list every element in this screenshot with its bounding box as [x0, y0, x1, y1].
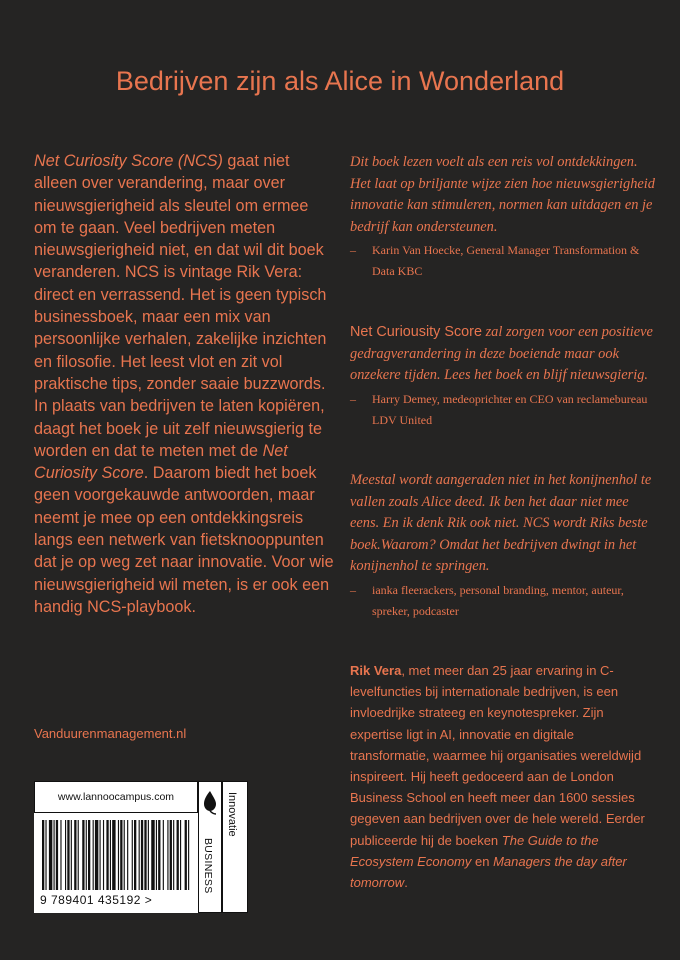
barcode-bar: [163, 820, 164, 890]
barcode-bar: [132, 820, 133, 890]
quote-2-attribution: – Harry Demey, medeoprichter en CEO van reclamebureau LDV United: [350, 391, 648, 427]
quote-2-role: , medeoprichter en CEO van reclamebureau LDV United: [372, 391, 648, 427]
quote-2-lead: Net Curiousity Score: [350, 324, 482, 340]
barcode-bar: [148, 820, 149, 890]
barcode-bar: [45, 820, 46, 890]
barcode-bar: [134, 820, 136, 890]
barcode-bar: [100, 820, 101, 890]
barcode-bar: [93, 820, 94, 890]
barcode-bar: [120, 820, 122, 890]
quote-2-author: Harry Demey: [372, 391, 437, 406]
barcode-bar: [188, 820, 189, 890]
book-description: [34, 150, 334, 618]
bio-book-1: The Guide to the Ecosystem Economy: [350, 832, 599, 869]
barcode-bar: [177, 820, 179, 890]
quote-3-role: , personal branding, mentor, auteur, spreker, podcaster: [372, 582, 624, 618]
barcode-bar: [54, 820, 55, 890]
quote-1-author: Karin Van Hoecke: [372, 243, 461, 257]
barcode-bar: [112, 820, 115, 890]
barcode-bar: [141, 820, 143, 890]
barcode-bar: [49, 820, 52, 890]
quote-3-author: ianka fleerackers: [372, 582, 454, 597]
barcode-bar: [86, 820, 87, 890]
barcode-bar: [95, 820, 98, 890]
author-name: Rik Vera: [350, 663, 402, 678]
barcode-bar: [118, 820, 119, 890]
barcode-bar: [60, 820, 61, 890]
barcode-bar: [103, 820, 104, 890]
description-part-1: gaat niet alleen over verandering, maar over nieuwsgierigheid als sleutel om ermee om te gaan. Veel bedrijven meten nieuwsgierigheid niet, en dat wil dit boek veranderen. NCS is vintage Rik Vera: direct en verrassend. Het is geen typisch businessboek, maar een mix van persoonlijke verhalen, zakelijke inzichten en filosofie. Het leest vlot en zit vol praktische tips, zonder saaie buzzwords. In plaats van bedrijven te laten kopiëren, daagt het boek je uit zelf nieuwsgierig te worden en dat te meten met de: [34, 152, 327, 460]
barcode-bar: [167, 820, 168, 890]
bio-part-3: .: [404, 875, 408, 891]
barcode-bar: [139, 820, 140, 890]
quote-2-text-block: [350, 322, 660, 387]
quote-1-attribution: – Karin Van Hoecke, General Manager Transformation & Data KBC: [350, 243, 640, 278]
barcode-bar: [67, 820, 69, 890]
category-business: BUSINESS: [202, 838, 214, 894]
barcode-bar: [78, 820, 79, 890]
author-bio: [350, 660, 654, 893]
category-innovatie: Innovatie: [226, 792, 238, 837]
ncs-title-italic-2: Net Curiosity Score: [34, 441, 288, 483]
barcode-bar: [156, 820, 157, 890]
quote-1-text: Dit boek lezen voelt als een reis vol ontdekkingen. Het laat op briljante wijze zien hoe nieuwsgierigheid innovatie kan stimuleren, normen kan uitdagen en je bedrijf kan ondersteunen.: [350, 154, 655, 235]
barcode-bars: [40, 820, 192, 890]
barcode-bar: [127, 820, 128, 890]
description-part-2: . Daarom biedt het boek geen voorgekauwde antwoorden, maar neemt je mee op een ontdekkingsreis langs een netwerk van fietsknooppunten dat je op weg zet naar innovatie. Voor wie nieuwsgierigheid wil meten, is er ook een handig NCS-playbook.: [34, 464, 334, 616]
lannoo-url: www.lannoocampus.com: [34, 781, 198, 813]
barcode-bar: [88, 820, 90, 890]
back-cover-title: Bedrijven zijn als Alice in Wonderland: [115, 66, 565, 96]
barcode-bar: [71, 820, 72, 890]
ncs-title-italic: Net Curiosity Score (NCS): [34, 152, 223, 170]
barcode-bar: [151, 820, 154, 890]
barcode-bar: [185, 820, 187, 890]
quote-1: [350, 152, 660, 282]
barcode-bar: [170, 820, 172, 890]
barcode-bar: [124, 820, 125, 890]
barcode-bar: [144, 820, 146, 890]
barcode-bar: [82, 820, 84, 890]
quote-2: [350, 322, 660, 431]
bio-part-2: en: [471, 853, 494, 869]
barcode-bar: [65, 820, 66, 890]
quote-3-text: Meestal wordt aangeraden niet in het konijnenhol te vallen zoals Alice deed. Ik ben het daar niet mee eens. En ik denk Rik ook niet. NCS wordt Riks beste boek.Waarom? Omdat het bedrijven dwingt in het konijnenhol te springen.: [350, 472, 652, 574]
quote-3-attribution: – ianka fleerackers, personal branding, mentor, auteur, spreker, podcaster: [350, 582, 624, 618]
barcode-bar: [56, 820, 58, 890]
bio-part-1: , met meer dan 25 jaar ervaring in C-levelfuncties bij internationale bedrijven, is een invloedrijke strateeg en keynotespreker. Zijn expertise ligt in AI, innovatie en digitale transformatie, waarmee hij organisaties wereldwijd inspireert. Hij heeft gedoceerd aan de London Business School en heeft meer dan 1600 sessies gegeven aan bedrijven over de hele wereld. Eerder publiceerde hij de boeken: [350, 663, 645, 848]
barcode-bar: [173, 820, 174, 890]
quote-3: [350, 470, 660, 622]
quote-1-role: , General Manager Transformation & Data KBC: [372, 243, 640, 278]
isbn-number: 9 789401 435192 >: [40, 893, 153, 907]
barcode-bar: [42, 820, 44, 890]
barcode-bar: [158, 820, 160, 890]
publisher-website[interactable]: Vanduurenmanagement.nl: [34, 726, 187, 741]
quote-2-text: zal zorgen voor een positieve gedragverandering in deze boeiende maar ook onzekere tijden. Lees het boek en blijf nieuwsgierig.: [350, 324, 653, 383]
barcode-bar: [110, 820, 111, 890]
barcode-bar: [74, 820, 76, 890]
bio-book-2: Managers the day after tomorrow: [350, 853, 627, 891]
barcode-bar: [106, 820, 108, 890]
barcode-bar: [180, 820, 181, 890]
lannoo-drop-icon: [199, 788, 221, 818]
